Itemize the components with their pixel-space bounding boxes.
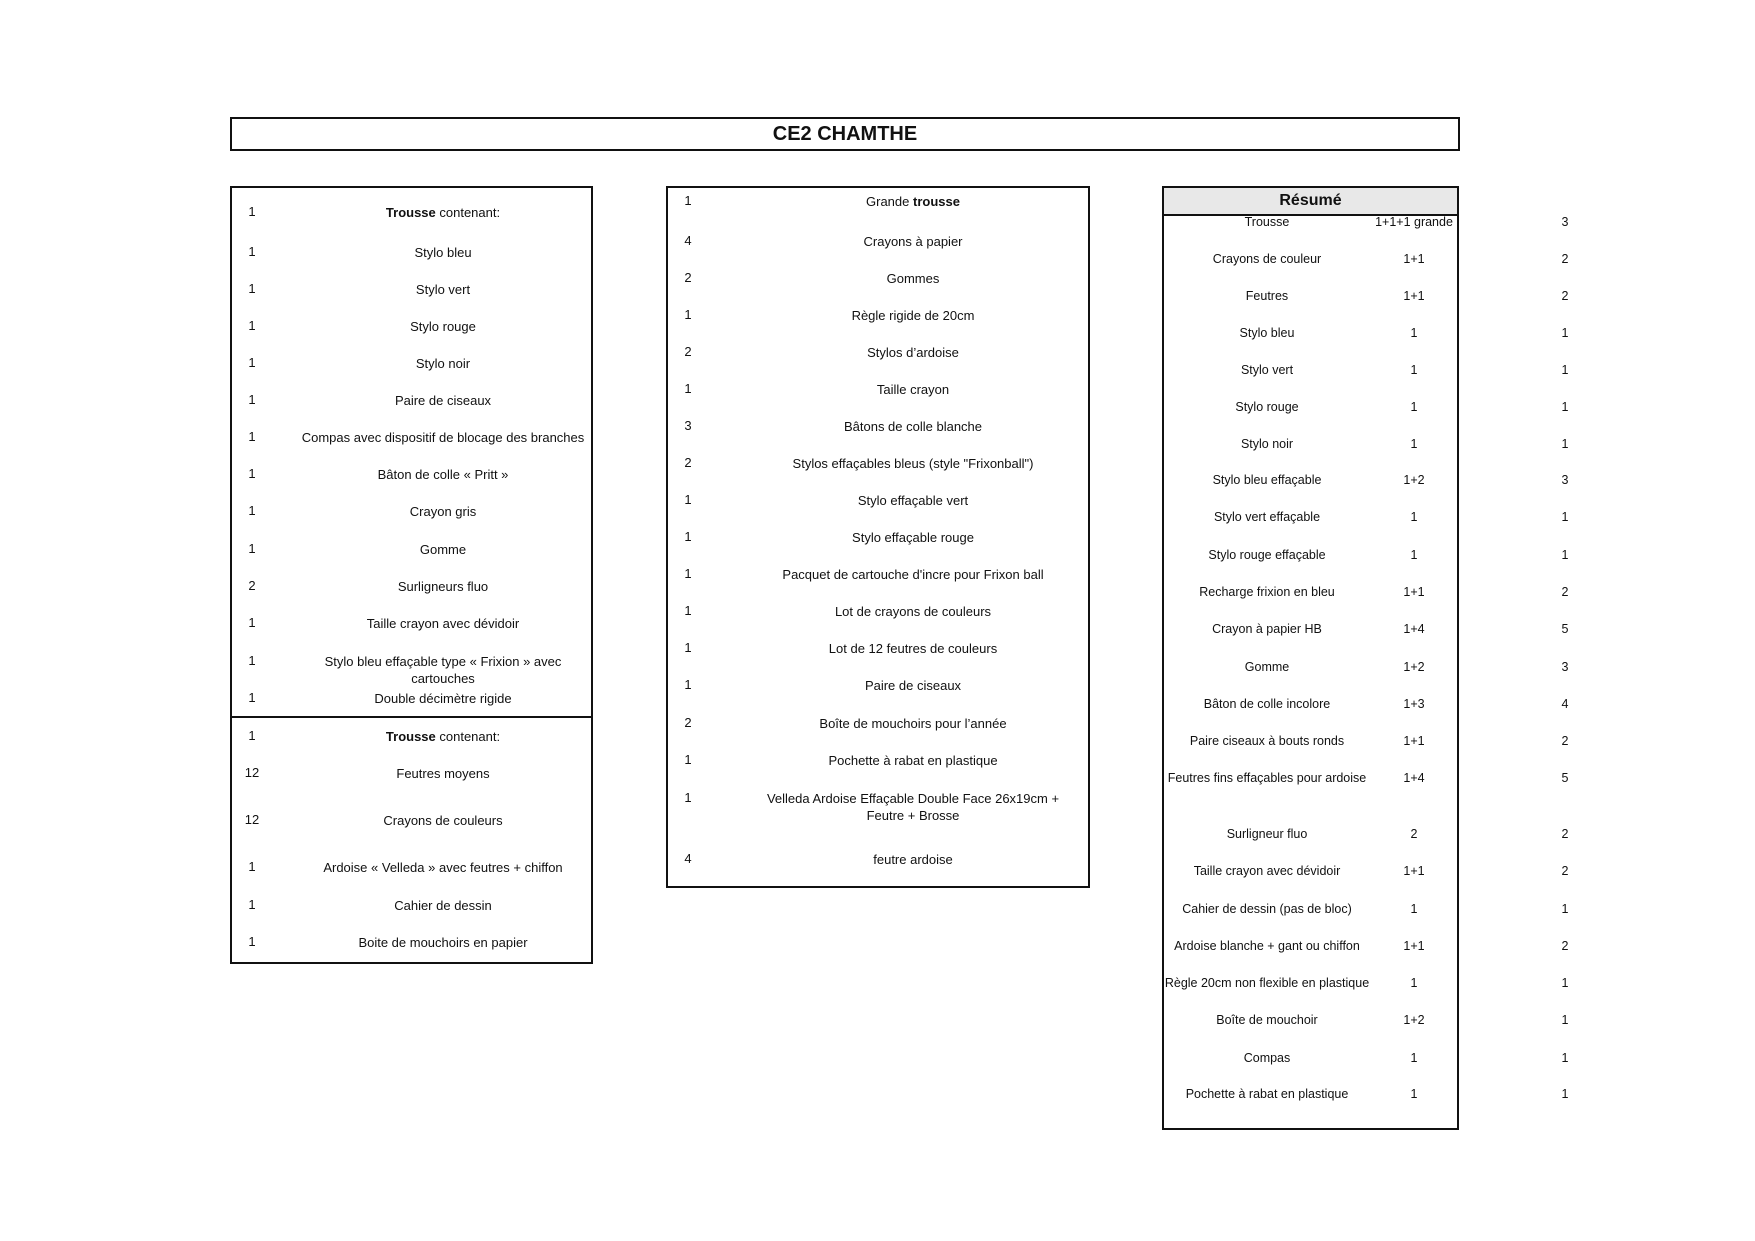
item-label: Compas avec dispositif de blocage des branches xyxy=(301,430,585,445)
item-quantity: 1 xyxy=(684,307,692,322)
item-label: Stylo effaçable vert xyxy=(857,493,969,508)
resume-detail: 1+3 xyxy=(1403,697,1425,711)
resume-detail: 1+2 xyxy=(1403,660,1425,674)
item-quantity: 1 xyxy=(248,541,256,556)
resume-item: Cahier de dessin (pas de bloc) xyxy=(1182,902,1352,916)
resume-total: 1 xyxy=(1561,437,1569,451)
item-quantity: 1 xyxy=(248,934,256,949)
resume-detail: 1 xyxy=(1410,326,1418,340)
resume-item: Recharge frixion en bleu xyxy=(1199,585,1335,599)
item-quantity: 12 xyxy=(244,812,260,827)
resume-detail: 1+1 xyxy=(1403,289,1425,303)
section-divider xyxy=(232,716,591,718)
resume-item: Taille crayon avec dévidoir xyxy=(1193,864,1341,878)
resume-total: 2 xyxy=(1561,289,1569,303)
resume-item: Ardoise blanche + gant ou chiffon xyxy=(1174,939,1360,953)
item-quantity: 1 xyxy=(248,281,256,296)
item-quantity: 1 xyxy=(248,859,256,874)
item-quantity: 12 xyxy=(244,765,260,780)
resume-item: Boîte de mouchoir xyxy=(1216,1013,1318,1027)
resume-total: 2 xyxy=(1561,864,1569,878)
resume-detail: 1+1+1 grande xyxy=(1375,215,1453,229)
item-label: Stylo vert xyxy=(415,282,471,297)
resume-item: Stylo bleu xyxy=(1239,326,1295,340)
resume-total: 1 xyxy=(1561,1087,1569,1101)
item-quantity: 1 xyxy=(684,381,692,396)
resume-item: Stylo vert xyxy=(1240,363,1294,377)
item-label: Paire de ciseaux xyxy=(864,678,962,693)
item-quantity: 4 xyxy=(684,233,692,248)
item-quantity: 1 xyxy=(248,392,256,407)
resume-item: Stylo rouge effaçable xyxy=(1208,548,1326,562)
resume-detail: 1 xyxy=(1410,976,1418,990)
resume-item: Crayons de couleur xyxy=(1212,252,1322,266)
resume-total: 1 xyxy=(1561,326,1569,340)
item-label: Crayons à papier xyxy=(863,234,963,249)
resume-item: Surligneur fluo xyxy=(1226,827,1308,841)
resume-total: 1 xyxy=(1561,976,1569,990)
resume-item: Règle 20cm non flexible en plastique xyxy=(1164,976,1370,990)
item-quantity: 1 xyxy=(248,897,256,912)
resume-total: 2 xyxy=(1561,585,1569,599)
resume-total: 1 xyxy=(1561,548,1569,562)
item-label: Boîte de mouchoirs pour l’année xyxy=(819,716,1007,731)
resume-total: 1 xyxy=(1561,1013,1569,1027)
item-label: Velleda Ardoise Effaçable Double Face 26x19cm + Feutre + Brosse xyxy=(766,791,1060,823)
page-title: CE2 CHAMTHE xyxy=(230,117,1460,151)
resume-detail: 2 xyxy=(1410,827,1418,841)
item-quantity: 1 xyxy=(248,728,256,743)
resume-total: 5 xyxy=(1561,622,1569,636)
resume-detail: 1+1 xyxy=(1403,585,1425,599)
resume-item: Stylo vert effaçable xyxy=(1213,510,1321,524)
item-quantity: 1 xyxy=(684,790,692,805)
item-label-bold: Trousse xyxy=(385,205,436,220)
item-quantity: 1 xyxy=(248,615,256,630)
item-quantity: 1 xyxy=(248,204,256,219)
item-quantity: 2 xyxy=(684,270,692,285)
resume-total: 2 xyxy=(1561,939,1569,953)
item-label: feutre ardoise xyxy=(873,852,953,867)
item-label: Crayon gris xyxy=(409,504,477,519)
item-quantity: 1 xyxy=(684,492,692,507)
item-quantity: 1 xyxy=(684,566,692,581)
item-label: Stylos d’ardoise xyxy=(867,345,959,360)
item-label: Paire de ciseaux xyxy=(394,393,492,408)
item-quantity: 1 xyxy=(684,603,692,618)
list-box-trousse xyxy=(230,186,593,964)
resume-detail: 1 xyxy=(1410,437,1418,451)
resume-item: Feutres xyxy=(1245,289,1289,303)
item-label: Stylo rouge xyxy=(410,319,476,334)
item-quantity: 2 xyxy=(684,715,692,730)
item-quantity: 1 xyxy=(248,503,256,518)
resume-total: 1 xyxy=(1561,400,1569,414)
item-quantity: 1 xyxy=(248,355,256,370)
resume-detail: 1 xyxy=(1410,902,1418,916)
item-label: Gommes xyxy=(886,271,940,286)
item-quantity: 1 xyxy=(684,752,692,767)
item-label: Taille crayon xyxy=(876,382,950,397)
resume-item: Stylo rouge xyxy=(1235,400,1299,414)
resume-total: 2 xyxy=(1561,827,1569,841)
item-label: Cahier de dessin xyxy=(394,898,492,913)
item-label: Surligneurs fluo xyxy=(397,579,489,594)
resume-item: Crayon à papier HB xyxy=(1212,622,1322,636)
item-label xyxy=(748,193,1078,210)
resume-detail: 1 xyxy=(1410,1087,1418,1101)
resume-total: 2 xyxy=(1561,252,1569,266)
resume-item: Pochette à rabat en plastique xyxy=(1185,1087,1349,1101)
item-quantity: 1 xyxy=(248,653,256,668)
item-label: Ardoise « Velleda » avec feutres + chiffon xyxy=(323,860,563,875)
resume-total: 1 xyxy=(1561,1051,1569,1065)
item-label: Stylos effaçables bleus (style "Frixonball") xyxy=(792,456,1034,471)
item-label: Règle rigide de 20cm xyxy=(851,308,975,323)
resume-total: 3 xyxy=(1561,215,1569,229)
item-label-bold: trousse xyxy=(913,194,960,209)
item-label xyxy=(292,728,594,745)
resume-detail: 1 xyxy=(1410,1051,1418,1065)
item-quantity: 1 xyxy=(684,193,692,208)
item-label: Stylo bleu effaçable type « Frixion » avec cartouches xyxy=(324,654,562,686)
item-quantity: 3 xyxy=(684,418,692,433)
item-label-prefix: Grande xyxy=(866,194,913,209)
resume-item: Stylo bleu effaçable xyxy=(1212,473,1322,487)
item-label: Lot de crayons de couleurs xyxy=(834,604,992,619)
item-label: Double décimètre rigide xyxy=(374,691,512,706)
resume-total: 2 xyxy=(1561,734,1569,748)
resume-item: Gomme xyxy=(1244,660,1290,674)
item-label: Bâtons de colle blanche xyxy=(843,419,983,434)
item-label xyxy=(292,204,594,221)
resume-item: Trousse xyxy=(1244,215,1290,229)
item-label-bold: Trousse xyxy=(385,729,436,744)
resume-detail: 1+2 xyxy=(1403,473,1425,487)
item-label: Crayons de couleurs xyxy=(383,813,503,828)
item-quantity: 2 xyxy=(248,578,256,593)
item-label: Pacquet de cartouche d'incre pour Frixon ball xyxy=(782,567,1044,582)
resume-detail: 1+1 xyxy=(1403,864,1425,878)
item-label: Stylo bleu xyxy=(414,245,472,260)
resume-total: 4 xyxy=(1561,697,1569,711)
item-label-suffix: contenant: xyxy=(435,729,501,744)
item-label: Boite de mouchoirs en papier xyxy=(358,935,528,950)
item-label: Stylo effaçable rouge xyxy=(852,530,974,545)
resume-total: 5 xyxy=(1561,771,1569,785)
item-quantity: 1 xyxy=(248,429,256,444)
resume-detail: 1 xyxy=(1410,363,1418,377)
resume-detail: 1+2 xyxy=(1403,1013,1425,1027)
item-label: Lot de 12 feutres de couleurs xyxy=(828,641,998,656)
resume-detail: 1 xyxy=(1410,548,1418,562)
item-quantity: 2 xyxy=(684,455,692,470)
resume-total: 1 xyxy=(1561,363,1569,377)
item-quantity: 4 xyxy=(684,851,692,866)
item-quantity: 1 xyxy=(684,640,692,655)
item-label: Taille crayon avec dévidoir xyxy=(366,616,520,631)
item-quantity: 1 xyxy=(684,529,692,544)
resume-total: 3 xyxy=(1561,660,1569,674)
resume-detail: 1+4 xyxy=(1403,771,1425,785)
item-label: Pochette à rabat en plastique xyxy=(828,753,998,768)
resume-detail: 1+4 xyxy=(1403,622,1425,636)
resume-detail: 1+1 xyxy=(1403,252,1425,266)
resume-item: Compas xyxy=(1243,1051,1291,1065)
resume-total: 3 xyxy=(1561,473,1569,487)
item-label-suffix: contenant: xyxy=(435,205,501,220)
item-label: Feutres moyens xyxy=(396,766,490,781)
resume-total: 1 xyxy=(1561,510,1569,524)
item-label: Stylo noir xyxy=(415,356,471,371)
item-label: Bâton de colle « Pritt » xyxy=(377,467,509,482)
resume-detail: 1+1 xyxy=(1403,939,1425,953)
resume-header: Résumé xyxy=(1164,188,1457,216)
resume-detail: 1 xyxy=(1410,510,1418,524)
resume-item: Feutres fins effaçables pour ardoise xyxy=(1167,771,1367,785)
resume-detail: 1 xyxy=(1410,400,1418,414)
item-quantity: 1 xyxy=(248,318,256,333)
list-box-grande-trousse xyxy=(666,186,1090,888)
item-quantity: 1 xyxy=(684,677,692,692)
item-quantity: 1 xyxy=(248,690,256,705)
item-quantity: 2 xyxy=(684,344,692,359)
resume-total: 1 xyxy=(1561,902,1569,916)
item-quantity: 1 xyxy=(248,244,256,259)
item-label: Gomme xyxy=(419,542,467,557)
resume-item: Paire ciseaux à bouts ronds xyxy=(1189,734,1345,748)
resume-item: Stylo noir xyxy=(1240,437,1294,451)
item-quantity: 1 xyxy=(248,466,256,481)
resume-item: Bâton de colle incolore xyxy=(1203,697,1331,711)
resume-detail: 1+1 xyxy=(1403,734,1425,748)
